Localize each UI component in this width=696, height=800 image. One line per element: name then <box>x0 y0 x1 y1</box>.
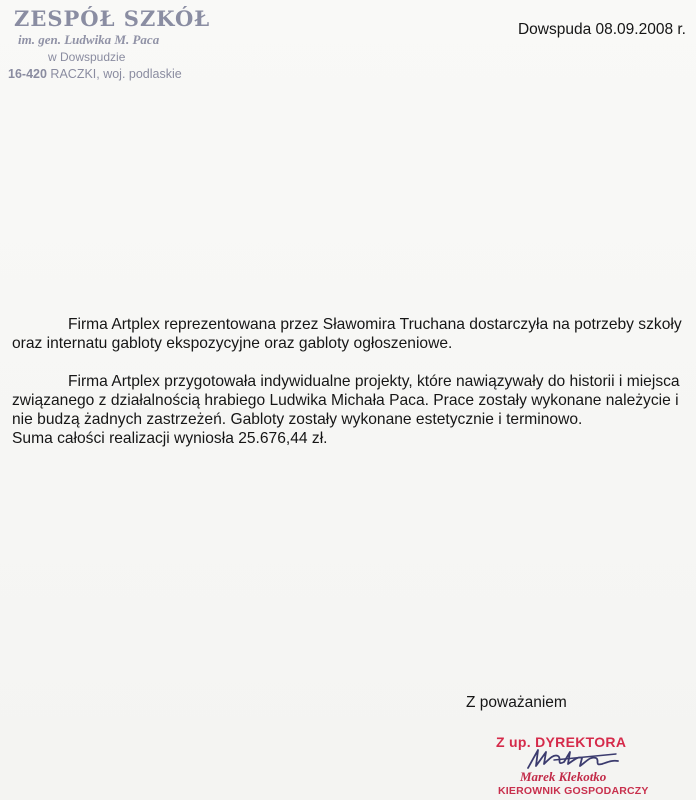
signer-name: Marek Klekotko <box>520 769 607 784</box>
stamp-address-line: RACZKI, woj. podlaskie <box>50 67 182 81</box>
stamp-address <box>8 67 238 81</box>
paragraph-2: Firma Artplex przygotowała indywidualne projekty, które nawiązywały do historii i miejsca związanego z działalnością hrabiego Ludwika Michała Paca. Prace zostały wykonane należycie i nie budzą żadnych zastrzeżeń. Gabloty zostały wykonane estetycznie i terminowo. <box>12 373 680 428</box>
stamp-patron: im. gen. Ludwika M. Paca <box>18 32 160 47</box>
letter-body <box>12 315 692 448</box>
school-stamp <box>8 6 238 81</box>
signature-stamp-title: Z up. DYREKTORA <box>496 734 627 750</box>
signature-stamp <box>480 734 680 800</box>
paragraph-1: Firma Artplex reprezentowana przez Sławomira Truchana dostarczyła na potrzeby szkoły oraz internatu gabloty ekspozycyjne oraz gabloty ogłoszeniowe. <box>12 316 682 352</box>
closing-salutation: Z poważaniem <box>466 694 567 711</box>
stamp-school-name: ZESPÓŁ SZKÓŁ <box>14 6 211 31</box>
letter-date: Dowspuda 08.09.2008 r. <box>517 21 686 38</box>
stamp-postcode: 16-420 <box>8 67 47 81</box>
paragraph-3: Suma całości realizacji wyniosła 25.676,44 zł. <box>12 430 328 447</box>
signer-role: KIEROWNIK GOSPODARCZY <box>498 785 649 797</box>
stamp-place: w Dowspudzie <box>48 50 126 64</box>
